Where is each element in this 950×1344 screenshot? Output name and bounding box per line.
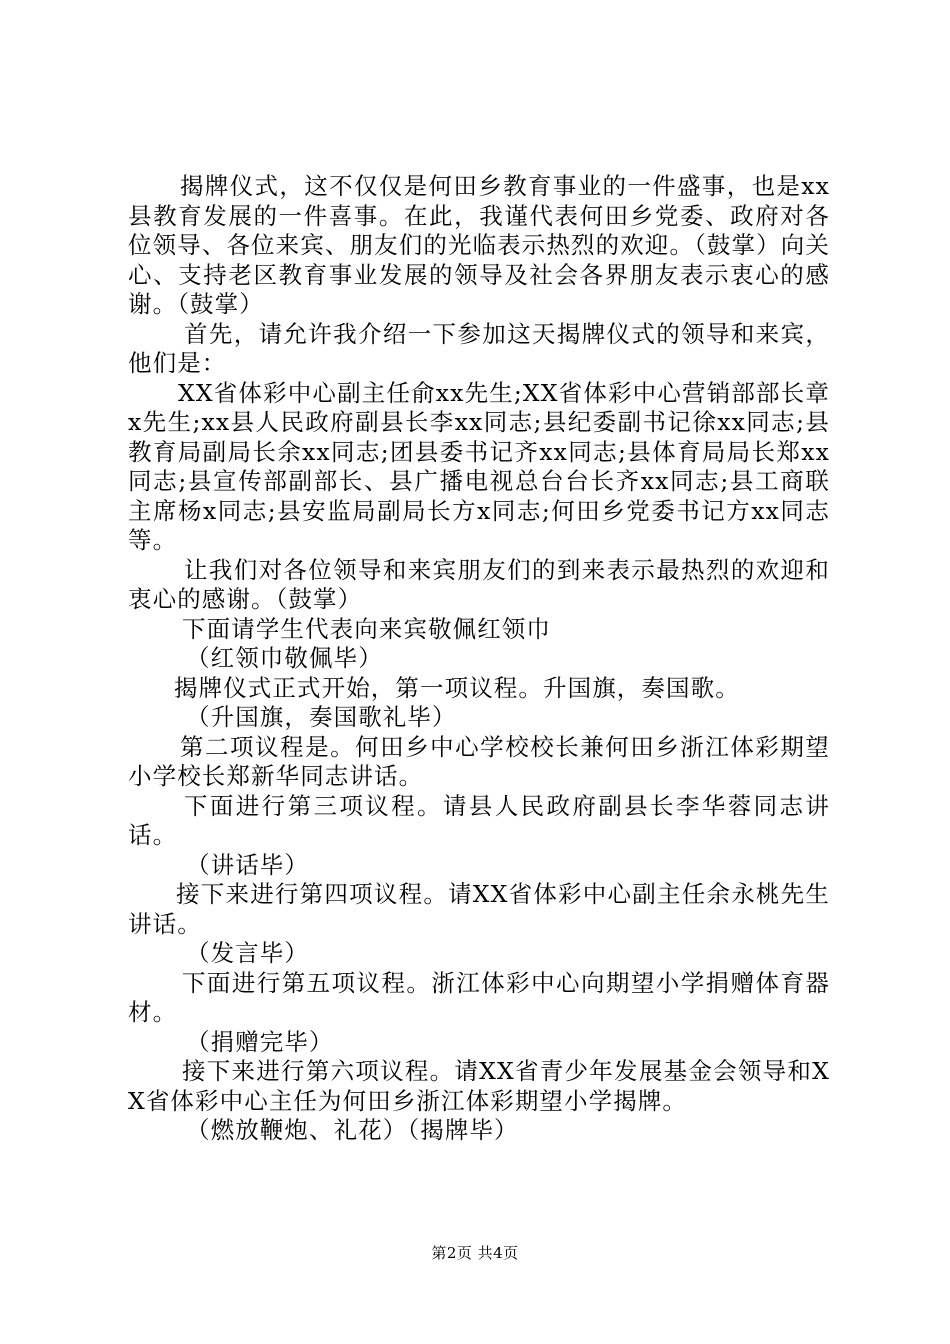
- paragraph-agenda-5: 下面进行第五项议程。浙江体彩中心向期望小学捐赠体育器材。: [128, 968, 830, 1026]
- paragraph-agenda-3-done: （讲话毕）: [186, 850, 309, 879]
- paragraph-agenda-1-done: （升国旗，奏国歌礼毕）: [186, 703, 457, 731]
- paragraph-guest-list: XX省体彩中心副主任俞xx先生;XX省体彩中心营销部部长章x先生;xx县人民政府副县长李xx同志;县纪委副书记徐xx同志;县教育局副局长余xx同志;团县委书记齐xx同志;县体育局局长郑xx同志;县宣传部副部长、县广播电视总台台长齐xx同志;县工商联主席杨x同志;县安监局副局长方x同志;何田乡党委书记方xx同志等。: [128, 378, 830, 554]
- paragraph-agenda-6: 接下来进行第六项议程。请XX省青少年发展基金会领导和XX省体彩中心主任为何田乡浙江体彩期望小学揭牌。: [128, 1057, 830, 1115]
- paragraph-agenda-5-done: （捐赠完毕）: [186, 1027, 334, 1056]
- paragraph-agenda-1: 揭牌仪式正式开始，第一项议程。升国旗，奏国歌。: [174, 673, 740, 702]
- paragraph-agenda-4-done: （发言毕）: [186, 939, 309, 967]
- paragraph-welcome: 揭牌仪式，这不仅仅是何田乡教育事业的一件盛事，也是xx县教育发展的一件喜事。在此，我谨代表何田乡党委、政府对各位领导、各位来宾、朋友们的光临表示热烈的欢迎。（鼓掌）向关心、支持老区教育事业发展的领导及社会各界朋友表示衷心的感谢。（鼓掌）: [128, 172, 830, 318]
- page-number-footer: 第2页 共4页: [431, 1244, 519, 1262]
- paragraph-red-scarf-done: （红领巾敬佩毕）: [186, 644, 383, 672]
- paragraph-agenda-4: 接下来进行第四项议程。请XX省体彩中心副主任余永桃先生讲话。: [128, 880, 830, 938]
- paragraph-thanks: 让我们对各位领导和来宾朋友们的到来表示最热烈的欢迎和衷心的感谢。（鼓掌）: [128, 555, 830, 613]
- paragraph-agenda-3: 下面进行第三项议程。请县人民政府副县长李华蓉同志讲话。: [128, 791, 830, 849]
- paragraph-agenda-2: 第二项议程是。何田乡中心学校校长兼何田乡浙江体彩期望小学校长郑新华同志讲话。: [128, 732, 830, 790]
- paragraph-red-scarf: 下面请学生代表向来宾敬佩红领巾: [182, 614, 551, 643]
- document-body: [128, 172, 830, 1146]
- paragraph-introduction: 首先，请允许我介绍一下参加这天揭牌仪式的领导和来宾，他们是：: [128, 319, 830, 377]
- paragraph-agenda-6-done: （燃放鞭炮、礼花）（揭牌毕）: [186, 1116, 519, 1144]
